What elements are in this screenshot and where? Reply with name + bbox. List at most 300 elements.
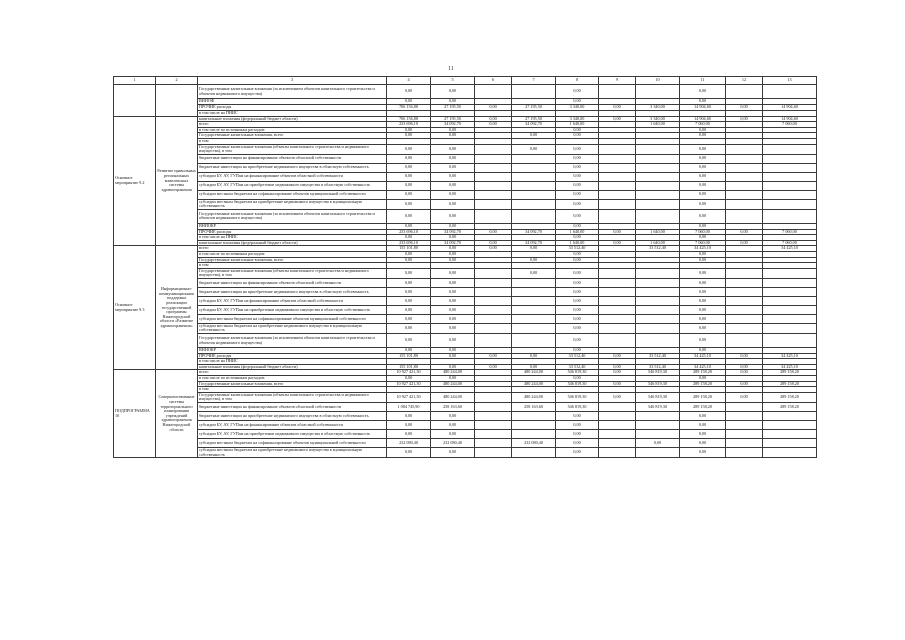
amount-cell [599,305,636,314]
amount-cell: 0,00 [431,246,475,252]
amount-cell [512,296,556,305]
amount-cell: 0,00 [431,430,475,439]
amount-cell: 0,00 [387,209,431,223]
expense-type-cell: субсидии местным бюджетам на софинансирование объектов муниципальной собственности [198,439,387,448]
amount-cell: 0,00 [387,172,431,181]
amount-cell: 546 819,30 [556,370,599,376]
amount-cell: 0,00 [556,448,599,458]
amount-cell [636,190,680,199]
table-row [114,85,817,99]
amount-cell [599,85,636,99]
measure-title-cell: Развитие правильных региональных комплексных системы здравоохранения [156,116,198,246]
amount-cell [512,190,556,199]
amount-cell [599,172,636,181]
amount-cell: 1 640,00 [636,229,680,235]
amount-cell [726,268,763,278]
amount-cell: 0,00 [636,439,680,448]
amount-cell [636,421,680,430]
amount-cell: 546 819,30 [556,392,599,402]
expense-type-cell: субсидии местным бюджетам на софинансирование объектов муниципальной собственности [198,190,387,199]
amount-cell [636,323,680,333]
amount-cell [636,314,680,323]
amount-cell: 0,00 [556,296,599,305]
measure-title-cell: Информационно-коммуникационная поддержка реализации государственной программы Нижегородской области «Развитие здравоохранения» [156,246,198,370]
amount-cell [763,448,817,458]
amount-cell: 7 060,00 [763,229,817,235]
amount-cell: 546 819,30 [556,381,599,387]
amount-cell: 0,00 [556,257,599,263]
amount-cell: 289 158,20 [680,403,726,412]
expense-type-cell: субсидии БУ, АУ, ГУПам на приобретение недвижимого имущества в областную собственность [198,181,387,190]
amount-cell: 34 092,70 [431,240,475,246]
amount-cell: 0,00 [556,199,599,209]
amount-cell: 0,00 [726,381,763,387]
amount-cell: 0,00 [387,133,431,139]
amount-cell [475,448,512,458]
amount-cell: 0,00 [431,296,475,305]
measure-title-cell [156,85,198,117]
amount-cell: 0,00 [556,163,599,172]
amount-cell: 34 425,10 [763,364,817,370]
amount-cell: 0,00 [512,268,556,278]
amount-cell: 0,00 [599,392,636,402]
amount-cell: 0,00 [431,133,475,139]
expense-type-cell: Государственные капитальные вложения (объекты капитального строительства и недвижимого имущества), в том [198,268,387,278]
amount-cell [726,296,763,305]
amount-cell: 0,00 [387,127,431,133]
amount-cell: 0,00 [387,421,431,430]
column-number-10: 10 [636,77,680,85]
amount-cell: 27 195,50 [431,116,475,122]
amount-cell: 0,00 [680,296,726,305]
amount-cell: 0,00 [387,190,431,199]
amount-cell [475,430,512,439]
amount-cell [726,430,763,439]
amount-cell: 1 640,00 [636,122,680,128]
amount-cell: 0,00 [387,99,431,105]
amount-cell: 7 060,00 [680,122,726,128]
amount-cell: 1 640,00 [556,229,599,235]
amount-cell: 0,00 [431,172,475,181]
amount-cell: 155 101,80 [387,364,431,370]
amount-cell [512,305,556,314]
amount-cell [512,172,556,181]
amount-cell [512,85,556,99]
amount-cell: 0,00 [599,105,636,111]
amount-cell: 33 512,40 [636,246,680,252]
amount-cell: 0,00 [556,334,599,348]
amount-cell [726,323,763,333]
amount-cell [475,172,512,181]
amount-cell: 258 163,60 [512,403,556,412]
amount-cell: 0,00 [475,240,512,246]
expense-type-cell: субсидии БУ, АУ, ГУПам на финансирование объектов областной собственности [198,421,387,430]
amount-cell [636,181,680,190]
amount-cell: 480 244,00 [512,370,556,376]
amount-cell: 34 092,70 [431,229,475,235]
amount-cell: 0,00 [431,314,475,323]
expense-type-cell: в том числе на ПНИС [198,111,387,117]
amount-cell: 0,00 [680,223,726,229]
amount-cell: 0,00 [556,421,599,430]
amount-cell: 289 158,20 [763,392,817,402]
amount-cell [475,305,512,314]
amount-cell [475,296,512,305]
expense-type-cell: бюджетные инвестиции на приобретение недвижимого имущества в областную собственность [198,163,387,172]
amount-cell: 0,00 [387,85,431,99]
column-number-6: 6 [475,77,512,85]
amount-cell: 0,00 [387,323,431,333]
amount-cell: 7 060,00 [680,240,726,246]
amount-cell: 3 340,00 [636,116,680,122]
expense-type-cell: всего [198,246,387,252]
amount-cell: 0,00 [387,251,431,257]
amount-cell [599,421,636,430]
amount-cell [599,199,636,209]
amount-cell [475,154,512,163]
amount-cell: 0,00 [431,305,475,314]
amount-cell: 0,00 [680,323,726,333]
amount-cell [475,412,512,421]
amount-cell [475,190,512,199]
amount-cell [763,190,817,199]
amount-cell: 0,00 [387,348,431,354]
amount-cell: 0,00 [556,133,599,139]
amount-cell: 0,00 [387,181,431,190]
column-number-13: 13 [763,77,817,85]
amount-cell [726,181,763,190]
amount-cell: 0,00 [680,287,726,296]
table-row [114,144,817,154]
expense-type-cell: Государственные капитальные вложения, всего [198,381,387,387]
amount-cell: 546 819,30 [556,403,599,412]
expense-type-cell: в том числе на ПНИС [198,359,387,365]
amount-cell: 0,00 [726,370,763,376]
amount-cell: 232 080,40 [387,439,431,448]
amount-cell: 0,00 [556,190,599,199]
amount-cell [599,323,636,333]
amount-cell: 0,00 [387,144,431,154]
amount-cell: 0,00 [726,229,763,235]
expense-type-cell: в том [198,138,387,144]
table-row [114,190,817,199]
amount-cell [726,190,763,199]
amount-cell: 546 819,30 [636,392,680,402]
amount-cell: 7 060,00 [763,240,817,246]
expense-type-cell: ПРОЧИЕ расходы [198,105,387,111]
amount-cell: 0,00 [556,209,599,223]
amount-cell: 0,00 [680,257,726,263]
amount-cell [636,209,680,223]
amount-cell [475,314,512,323]
amount-cell [599,314,636,323]
amount-cell: 0,00 [680,268,726,278]
amount-cell: 546 819,30 [636,370,680,376]
amount-cell [726,144,763,154]
amount-cell: 0,00 [431,287,475,296]
amount-cell: 233 696,10 [387,240,431,246]
amount-cell [726,412,763,421]
amount-cell [512,163,556,172]
amount-cell [763,430,817,439]
amount-cell: 0,00 [556,268,599,278]
amount-cell: 10 927 421,30 [387,381,431,387]
amount-cell: 0,00 [599,229,636,235]
amount-cell: 0,00 [680,99,726,105]
expense-type-cell: Государственные капитальные вложения (за исключением объектов капитального строительства и объектов недвижимого имущества) [198,334,387,348]
amount-cell: 0,00 [431,421,475,430]
table-row [114,421,817,430]
expense-type-cell: субсидии БУ, АУ, ГУПам на финансирование объектов областной собственности [198,296,387,305]
amount-cell: 0,00 [387,334,431,348]
amount-cell: 0,00 [431,223,475,229]
amount-cell [475,403,512,412]
column-number-11: 11 [680,77,726,85]
amount-cell: 0,00 [680,199,726,209]
expense-type-cell: в том числе на ПНИС [198,235,387,241]
amount-cell: 0,00 [475,246,512,252]
amount-cell [636,163,680,172]
amount-cell: 0,00 [475,364,512,370]
amount-cell: 14 904,60 [763,116,817,122]
amount-cell: 0,00 [599,116,636,122]
amount-cell [636,172,680,181]
amount-cell: 0,00 [726,353,763,359]
amount-cell: 480 244,00 [431,392,475,402]
amount-cell: 0,00 [431,85,475,99]
amount-cell [763,412,817,421]
expense-type-cell: субсидии БУ, АУ, ГУПам на финансирование объектов областной собственности [198,172,387,181]
amount-cell [512,430,556,439]
amount-cell: 232 080,40 [512,439,556,448]
amount-cell: 258 163,60 [431,403,475,412]
amount-cell [512,287,556,296]
amount-cell: 0,00 [726,240,763,246]
amount-cell: 33 512,40 [556,246,599,252]
amount-cell: 289 158,20 [763,403,817,412]
amount-cell [475,163,512,172]
amount-cell: 0,00 [680,448,726,458]
amount-cell [475,392,512,402]
amount-cell [636,296,680,305]
amount-cell [763,314,817,323]
amount-cell [763,268,817,278]
amount-cell [599,403,636,412]
column-number-7: 7 [512,77,556,85]
amount-cell: 0,00 [726,364,763,370]
amount-cell: 0,00 [680,278,726,287]
amount-cell: 546 819,30 [636,381,680,387]
amount-cell [763,181,817,190]
measure-code-cell: Основное мероприятие 9.2 [114,116,156,246]
amount-cell: 1 640,00 [636,240,680,246]
amount-cell: 0,00 [556,223,599,229]
amount-cell: 0,00 [680,181,726,190]
amount-cell: 0,00 [475,116,512,122]
expense-type-cell: Государственные капитальные вложения, всего [198,257,387,263]
amount-cell: 34 425,10 [680,364,726,370]
table-row [114,439,817,448]
amount-cell: 0,00 [387,287,431,296]
amount-cell [512,154,556,163]
amount-cell: 0,00 [387,448,431,458]
amount-cell: 289 158,20 [763,370,817,376]
amount-cell: 155 101,80 [387,246,431,252]
amount-cell: 0,00 [680,430,726,439]
table-row [114,412,817,421]
amount-cell: 10 927 421,30 [387,370,431,376]
amount-cell [475,209,512,223]
table-row [114,154,817,163]
amount-cell: 0,00 [431,181,475,190]
expense-type-cell: в том [198,387,387,393]
amount-cell: 0,00 [680,190,726,199]
amount-cell [726,305,763,314]
amount-cell [475,181,512,190]
amount-cell: 0,00 [431,348,475,354]
amount-cell [599,412,636,421]
amount-cell: 0,00 [475,353,512,359]
amount-cell: 289 158,20 [763,381,817,387]
amount-cell: 33 512,40 [556,353,599,359]
table-row [114,430,817,439]
amount-cell: 0,00 [387,163,431,172]
expense-type-cell: Государственные капитальные вложения (объекты капитального строительства и недвижимого имущества), в том [198,144,387,154]
amount-cell: 0,00 [431,190,475,199]
expense-type-cell: бюджетные инвестиции на приобретение недвижимого имущества в областную собственность [198,287,387,296]
table-row [114,448,817,458]
amount-cell: 0,00 [387,199,431,209]
amount-cell: 0,00 [556,348,599,354]
expense-type-cell: капитальные вложения (федеральный бюджет области) [198,364,387,370]
expense-type-cell: Государственные капитальные вложения (объекты капитального строительства и недвижимого имущества), в том [198,392,387,402]
amount-cell [726,448,763,458]
amount-cell: 0,00 [512,144,556,154]
expense-type-cell: капитальные вложения (федеральный бюджет области) [198,116,387,122]
amount-cell: 546 819,30 [636,403,680,412]
amount-cell: 706 156,88 [387,116,431,122]
amount-cell: 0,00 [556,127,599,133]
table-row [114,199,817,209]
amount-cell: 0,00 [680,314,726,323]
amount-cell: 0,00 [431,412,475,421]
expense-type-cell: бюджетные инвестиции на финансирование объектов областной собственности [198,154,387,163]
amount-cell [599,209,636,223]
amount-cell [636,334,680,348]
amount-cell [512,421,556,430]
amount-cell [763,154,817,163]
amount-cell: 0,00 [387,278,431,287]
amount-cell: 0,00 [431,323,475,333]
amount-cell [475,439,512,448]
measure-code-cell: ПОДПРОГРАММА 10 [114,370,156,458]
expense-type-cell: ПРОЧИЕ расходы [198,353,387,359]
amount-cell: 0,00 [556,172,599,181]
amount-cell: 0,00 [387,257,431,263]
amount-cell [512,412,556,421]
amount-cell [599,430,636,439]
amount-cell: 0,00 [387,223,431,229]
expense-type-cell: в том числе по источникам расходов: [198,376,387,382]
column-number-5: 5 [431,77,475,85]
expense-type-cell: ВНИОКР [198,348,387,354]
measure-code-cell: Основное мероприятие 9.3 [114,246,156,370]
amount-cell: 0,00 [431,448,475,458]
table-row [114,268,817,278]
amount-cell: 0,00 [680,154,726,163]
amount-cell: 0,00 [556,376,599,382]
amount-cell: 0,00 [599,381,636,387]
amount-cell: 289 158,20 [680,392,726,402]
amount-cell [512,209,556,223]
amount-cell: 0,00 [512,257,556,263]
amount-cell [475,85,512,99]
amount-cell: 480 244,00 [512,392,556,402]
table-row [114,403,817,412]
amount-cell [599,154,636,163]
amount-cell: 0,00 [599,240,636,246]
amount-cell: 3 340,00 [556,116,599,122]
amount-cell: 233 696,10 [387,122,431,128]
amount-cell [763,199,817,209]
amount-cell: 0,00 [387,305,431,314]
amount-cell: 480 244,00 [512,381,556,387]
amount-cell [726,421,763,430]
amount-cell [636,278,680,287]
amount-cell: 0,00 [431,268,475,278]
amount-cell [726,172,763,181]
table-row [114,334,817,348]
amount-cell [512,314,556,323]
amount-cell: 0,00 [680,305,726,314]
expense-type-cell: ПРОЧИЕ расходы [198,229,387,235]
amount-cell [763,323,817,333]
amount-cell: 289 158,20 [680,381,726,387]
amount-cell: 0,00 [599,364,636,370]
table-row [114,314,817,323]
amount-cell: 0,00 [680,251,726,257]
amount-cell: 33 512,40 [636,364,680,370]
expense-type-cell: субсидии местным бюджетам на приобретение недвижимого имущества в муниципальную собственность [198,199,387,209]
amount-cell: 0,00 [556,323,599,333]
amount-cell: 0,00 [556,251,599,257]
amount-cell: 0,00 [680,439,726,448]
amount-cell: 33 512,40 [636,353,680,359]
amount-cell: 0,00 [431,127,475,133]
amount-cell: 7 060,00 [680,229,726,235]
amount-cell: 0,00 [431,144,475,154]
amount-cell: 1 640,00 [556,122,599,128]
amount-cell: 0,00 [680,235,726,241]
amount-cell [726,314,763,323]
amount-cell: 0,00 [599,370,636,376]
amount-cell: 0,00 [387,412,431,421]
amount-cell: 3 340,00 [636,105,680,111]
amount-cell [763,305,817,314]
amount-cell: 0,00 [680,163,726,172]
amount-cell: 0,00 [726,105,763,111]
amount-cell [763,209,817,223]
amount-cell: 233 696,10 [387,229,431,235]
amount-cell [475,278,512,287]
amount-cell [599,144,636,154]
amount-cell [599,287,636,296]
amount-cell: 14 904,60 [763,105,817,111]
amount-cell: 0,00 [680,85,726,99]
column-number-1: 1 [114,77,156,85]
amount-cell [475,144,512,154]
amount-cell [726,278,763,287]
